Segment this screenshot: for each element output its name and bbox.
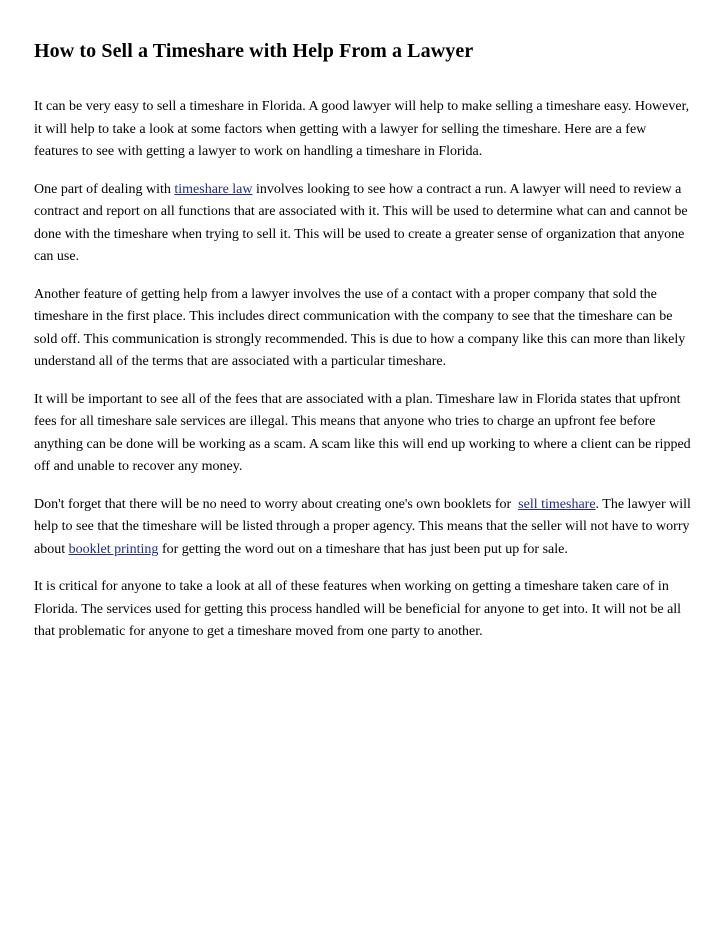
paragraph-text: Don't forget that there will be no need to worry about creating one's own booklets for bbox=[34, 496, 519, 512]
paragraph-text: for getting the word out on a timeshare that has just been put up for sale. bbox=[158, 541, 568, 557]
paragraph-company-contact: Another feature of getting help from a lawyer involves the use of a contact with a proper company that sold the timeshare in the first place. This includes direct communication with the company to see that the timeshare can be sold off. This communication is strongly recommended. This is due to how a company like this can more than likely understand all of the terms that are associated with a particular timeshare. bbox=[34, 286, 686, 369]
paragraph-contract-review bbox=[34, 179, 694, 269]
page-title: How to Sell a Timeshare with Help From a Lawyer bbox=[34, 40, 474, 62]
booklet-printing-link[interactable]: booklet printing bbox=[68, 541, 159, 557]
document-page bbox=[34, 38, 694, 659]
paragraph-text: One part of dealing with bbox=[34, 181, 175, 197]
sell-timeshare-link[interactable]: sell timeshare bbox=[518, 496, 596, 512]
paragraph-intro: It can be very easy to sell a timeshare in Florida. A good lawyer will help to make selling a timeshare easy. However, it will help to take a look at some factors when getting with a lawyer for selling the timeshare. Here are a few features to see with getting a lawyer to work on handling a timeshare in Florida. bbox=[34, 99, 690, 159]
paragraph-conclusion: It is critical for anyone to take a look at all of these features when working on getting a timeshare taken care of in Florida. The services used for getting this process handled will be beneficial for anyone to get into. It will not be all that problematic for anyone to get a timeshare moved from one party to another. bbox=[34, 579, 682, 639]
paragraph-fees: It will be important to see all of the fees that are associated with a plan. Timeshare law in Florida states that upfront fees for all timeshare sale services are illegal. This means that anyone who tries to charge an upfront fee before anything can be done will be working as a scam. A scam like this will end up working to where a client can be ripped off and unable to recover any money. bbox=[34, 391, 691, 474]
paragraph-text: . The lawyer will help to see that the timeshare will be listed through a proper agency. This means that the seller will not have to worry about bbox=[34, 496, 691, 557]
paragraph-text: involves looking to see how a contract a run. A lawyer will need to review a contract and report on all functions that are associated with it. This will be used to determine what can and cannot be done with the timeshare when trying to sell it. This will be used to create a greater sense of organization that anyone can use. bbox=[34, 181, 688, 264]
timeshare-law-link[interactable]: timeshare law bbox=[174, 181, 253, 197]
paragraph-booklets bbox=[34, 494, 694, 562]
